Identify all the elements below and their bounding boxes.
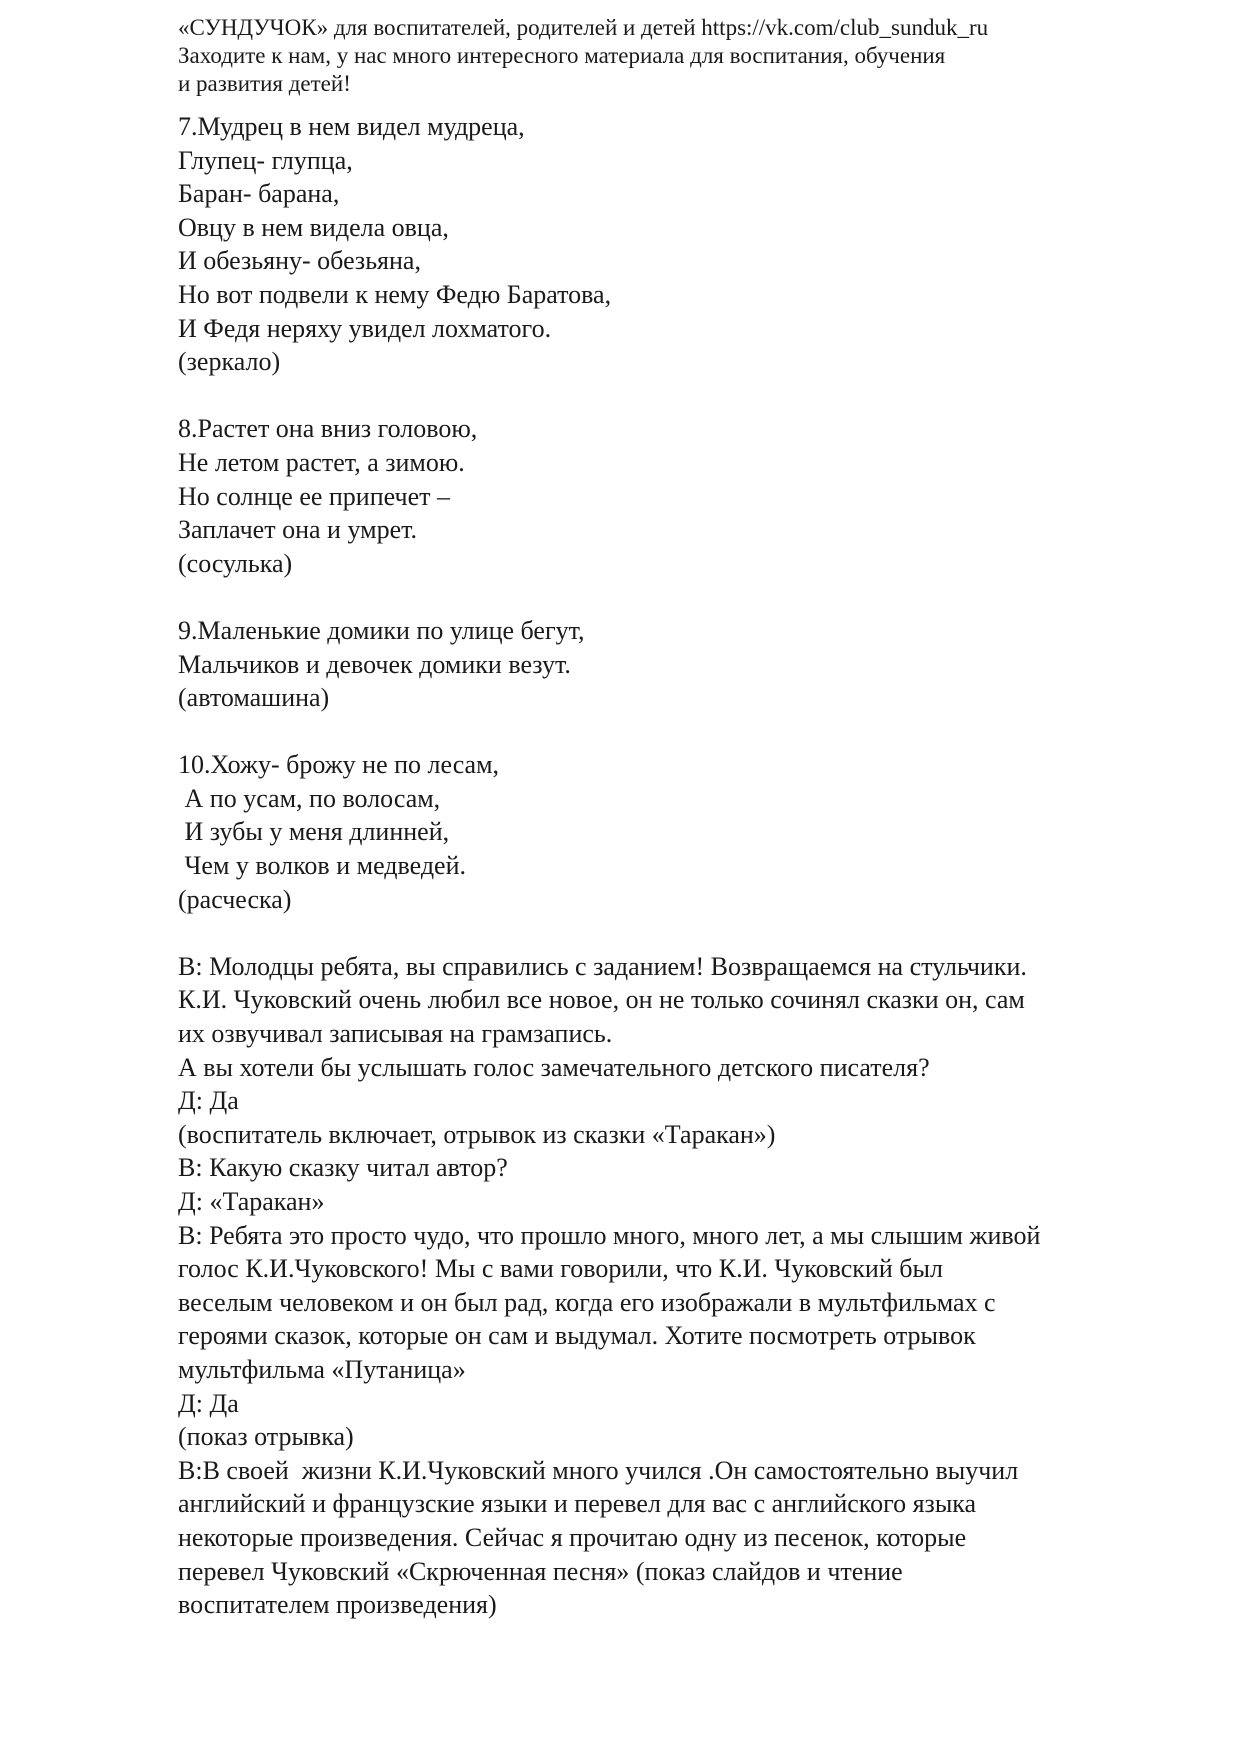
dialog-line: (показ отрывка) <box>178 1422 354 1452</box>
riddle-9 <box>178 614 1188 715</box>
site-header <box>178 14 1188 98</box>
riddle-line: 10.Хожу- брожу не по лесам, <box>178 750 500 780</box>
riddle-line: Баран- барана, <box>178 179 340 209</box>
riddle-line: Мальчиков и девочек домики везут. <box>178 649 571 679</box>
riddle-line: 9.Маленькие домики по улице бегут, <box>178 615 585 645</box>
dialog-line: Д: Да <box>178 1388 239 1418</box>
dialog-line: В:В своей жизни К.И.Чуковский много учился .Он самостоятельно выучил <box>178 1455 1019 1485</box>
document-body <box>178 110 1188 1622</box>
dialog-line: мультфильма «Путаница» <box>178 1354 466 1384</box>
riddle-line: И обезьяну- обезьяна, <box>178 246 421 276</box>
riddle-line: А по усам, по волосам, <box>178 783 441 813</box>
riddle-line: Глупец- глупца, <box>178 145 353 175</box>
dialog-line: героями сказок, которые он сам и выдумал. Хотите посмотреть отрывок <box>178 1321 976 1351</box>
dialog-line: А вы хотели бы услышать голос замечательного детского писателя? <box>178 1052 930 1082</box>
dialog-line: Д: «Таракан» <box>178 1187 325 1216</box>
document-page <box>178 14 1188 1622</box>
dialog-line: (воспитатель включает, отрывок из сказки «Таракан») <box>178 1119 776 1149</box>
dialog-line: В: Какую сказку читал автор? <box>178 1153 508 1183</box>
riddle-answer: (автомашина) <box>178 683 330 713</box>
riddle-line: 7.Мудрец в нем видел мудреца, <box>178 112 525 141</box>
riddle-line: И Федя неряху увидел лохматого. <box>178 313 552 343</box>
dialog-line: В: Ребята это просто чудо, что прошло много, много лет, а мы слышим живой <box>178 1220 1041 1250</box>
dialog-line: их озвучивал записывая на грамзапись. <box>178 1019 613 1049</box>
riddle-answer: (расческа) <box>178 884 292 914</box>
riddle-line: 8.Растет она вниз головою, <box>178 414 478 444</box>
header-line: «СУНДУЧОК» для воспитателей, родителей и детей https://vk.com/club_sunduk_ru <box>178 15 989 40</box>
riddle-10 <box>178 748 1188 916</box>
header-line: Заходите к нам, у нас много интересного материала для воспитания, обучения <box>178 43 946 68</box>
riddle-line: Но вот подвели к нему Федю Баратова, <box>178 279 612 309</box>
riddle-answer: (зеркало) <box>178 347 281 377</box>
dialog-line: В: Молодцы ребята, вы справились с заданием! Возвращаемся на стульчики. <box>178 951 1027 981</box>
riddle-8 <box>178 412 1188 580</box>
riddle-line: И зубы у меня длинней, <box>178 817 450 847</box>
lesson-dialog <box>178 950 1188 1622</box>
riddle-line: Овцу в нем видела овца, <box>178 212 449 242</box>
dialog-line: веселым человеком и он был рад, когда его изображали в мультфильмах с <box>178 1287 996 1317</box>
riddle-line: Чем у волков и медведей. <box>178 851 467 881</box>
riddle-line: Не летом растет, а зимою. <box>178 447 465 477</box>
dialog-line: перевел Чуковский «Скрюченная песня» (показ слайдов и чтение <box>178 1556 903 1586</box>
dialog-line: английский и французские языки и перевел для вас с английского языка <box>178 1489 977 1519</box>
riddle-answer: (сосулька) <box>178 548 293 578</box>
riddle-line: Заплачет она и умрет. <box>178 515 418 545</box>
dialog-line: К.И. Чуковский очень любил все новое, он не только сочинял сказки он, сам <box>178 985 1025 1015</box>
riddle-7 <box>178 110 1188 379</box>
dialog-line: голос К.И.Чуковского! Мы с вами говорили, что К.И. Чуковский был <box>178 1254 943 1284</box>
dialog-line: некоторые произведения. Сейчас я прочитаю одну из песенок, которые <box>178 1522 967 1552</box>
dialog-line: воспитателем произведения) <box>178 1590 497 1620</box>
riddle-line: Но солнце ее припечет – <box>178 481 451 511</box>
header-line: и развития детей! <box>178 71 351 96</box>
dialog-line: Д: Да <box>178 1086 239 1116</box>
